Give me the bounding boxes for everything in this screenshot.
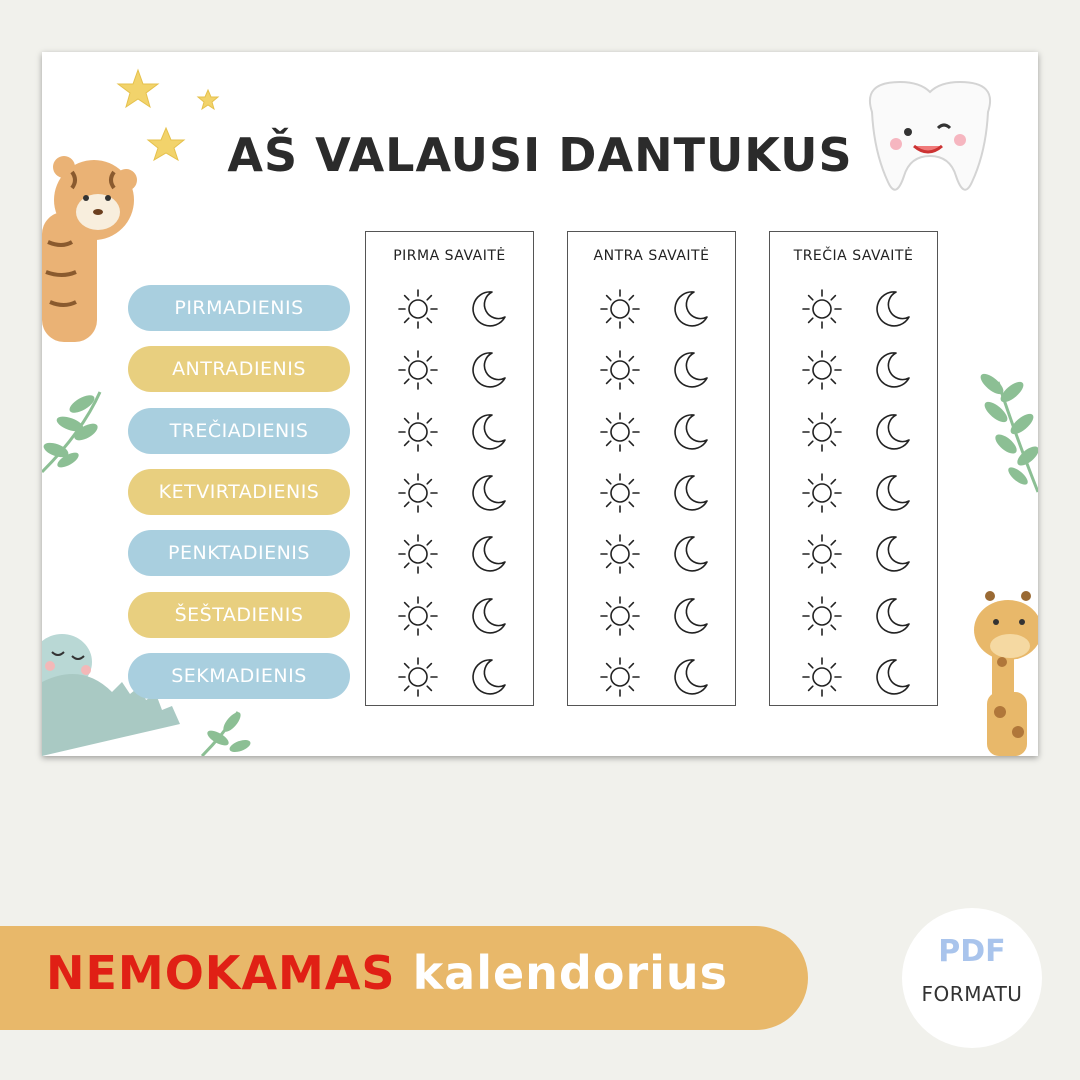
day-pill: PIRMADIENIS bbox=[128, 285, 350, 331]
sun-icon[interactable] bbox=[800, 287, 844, 331]
week-column bbox=[365, 231, 534, 706]
sun-icon[interactable] bbox=[598, 348, 642, 392]
sun-icon[interactable] bbox=[800, 594, 844, 638]
day-pill: SEKMADIENIS bbox=[128, 653, 350, 699]
sun-icon[interactable] bbox=[800, 532, 844, 576]
moon-icon[interactable] bbox=[466, 471, 510, 515]
week-column bbox=[769, 231, 938, 706]
moon-icon[interactable] bbox=[870, 410, 914, 454]
day-pill: PENKTADIENIS bbox=[128, 530, 350, 576]
promo-highlight: NEMOKAMAS bbox=[46, 946, 396, 1000]
sun-icon[interactable] bbox=[396, 655, 440, 699]
sun-icon[interactable] bbox=[396, 410, 440, 454]
leaf-icon bbox=[42, 392, 100, 472]
moon-icon[interactable] bbox=[668, 532, 712, 576]
leaf-icon bbox=[202, 710, 252, 756]
moon-icon[interactable] bbox=[668, 348, 712, 392]
giraffe-icon bbox=[974, 591, 1038, 756]
sun-icon[interactable] bbox=[800, 655, 844, 699]
format-badge bbox=[902, 908, 1042, 1048]
sun-icon[interactable] bbox=[598, 410, 642, 454]
moon-icon[interactable] bbox=[466, 532, 510, 576]
moon-icon[interactable] bbox=[870, 532, 914, 576]
star-icon bbox=[118, 70, 158, 107]
moon-icon[interactable] bbox=[466, 410, 510, 454]
sun-icon[interactable] bbox=[598, 594, 642, 638]
moon-icon[interactable] bbox=[870, 348, 914, 392]
tiger-icon bbox=[42, 156, 137, 342]
sun-icon[interactable] bbox=[800, 348, 844, 392]
moon-icon[interactable] bbox=[466, 655, 510, 699]
moon-icon[interactable] bbox=[668, 410, 712, 454]
sun-icon[interactable] bbox=[396, 532, 440, 576]
moon-icon[interactable] bbox=[870, 655, 914, 699]
sun-icon[interactable] bbox=[396, 287, 440, 331]
promo-text bbox=[46, 946, 728, 1000]
week-title: PIRMA SAVAITĖ bbox=[393, 248, 506, 264]
promo-rest: kalendorius bbox=[412, 946, 729, 1000]
sun-icon[interactable] bbox=[800, 410, 844, 454]
moon-icon[interactable] bbox=[668, 655, 712, 699]
week-title: TREČIA SAVAITĖ bbox=[793, 248, 914, 264]
moon-icon[interactable] bbox=[870, 594, 914, 638]
moon-icon[interactable] bbox=[870, 471, 914, 515]
badge-format-label: FORMATU bbox=[921, 982, 1023, 1006]
sun-icon[interactable] bbox=[598, 655, 642, 699]
leaf-icon bbox=[977, 370, 1038, 492]
sun-icon[interactable] bbox=[396, 348, 440, 392]
badge-pdf-label: PDF bbox=[938, 934, 1006, 969]
moon-icon[interactable] bbox=[668, 287, 712, 331]
moon-icon[interactable] bbox=[668, 471, 712, 515]
moon-icon[interactable] bbox=[668, 594, 712, 638]
sun-icon[interactable] bbox=[598, 287, 642, 331]
sun-icon[interactable] bbox=[800, 471, 844, 515]
star-icon bbox=[198, 90, 218, 109]
sun-icon[interactable] bbox=[396, 594, 440, 638]
sun-icon[interactable] bbox=[396, 471, 440, 515]
week-column bbox=[567, 231, 736, 706]
page-title: AŠ VALAUSI DANTUKUS bbox=[227, 128, 853, 182]
sun-icon[interactable] bbox=[598, 532, 642, 576]
sun-icon[interactable] bbox=[598, 471, 642, 515]
moon-icon[interactable] bbox=[466, 287, 510, 331]
week-title: ANTRA SAVAITĖ bbox=[593, 248, 710, 264]
day-pill: TREČIADIENIS bbox=[128, 408, 350, 454]
day-pill: ANTRADIENIS bbox=[128, 346, 350, 392]
moon-icon[interactable] bbox=[466, 594, 510, 638]
moon-icon[interactable] bbox=[870, 287, 914, 331]
day-pill: ŠEŠTADIENIS bbox=[128, 592, 350, 638]
moon-icon[interactable] bbox=[466, 348, 510, 392]
day-pill: KETVIRTADIENIS bbox=[128, 469, 350, 515]
